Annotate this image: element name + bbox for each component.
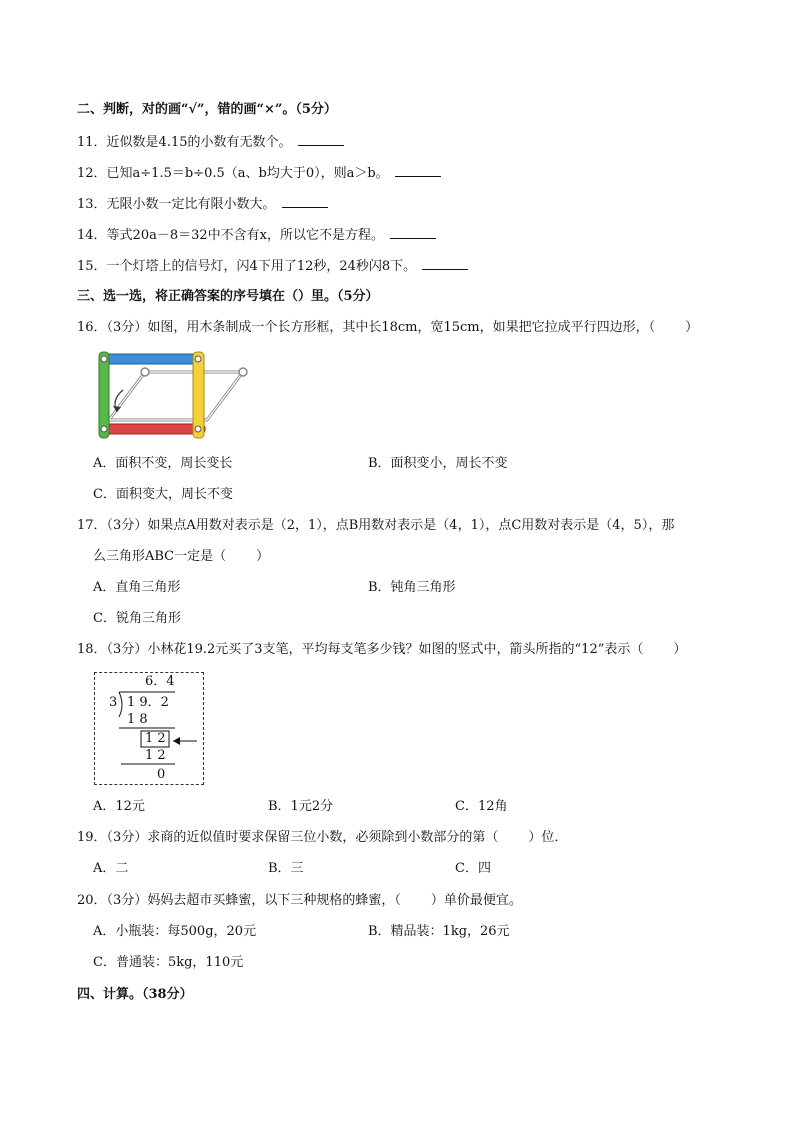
section-4-title: 四、计算。（38分） bbox=[77, 987, 193, 1002]
question-18-text: 18．（3分）小林花19.2元买了3支笔，平均每支笔多少钱？如图的竖式中，箭头所指的“12”表示（ bbox=[77, 642, 644, 657]
question-11 bbox=[77, 133, 344, 152]
question-17-stem-line2 bbox=[93, 548, 269, 566]
question-14-text: 14．等式20a－8＝32中不含有x，所以它不是方程。 bbox=[77, 228, 384, 243]
q16-option-a[interactable]: A．面积不变，周长变长 bbox=[93, 456, 233, 471]
division-step1: 1 8 bbox=[127, 712, 148, 727]
question-17-stem-line1: 17．（3分）如果点A用数对表示是（2，1），点B用数对表示是（4，1），点C用数对表示是（4，5），那 bbox=[77, 518, 675, 533]
question-11-text: 11．近似数是4.15的小数有无数个。 bbox=[77, 135, 292, 150]
q16-option-b[interactable]: B．面积变小，周长不变 bbox=[368, 456, 508, 471]
question-14 bbox=[77, 226, 436, 245]
q17-option-a[interactable]: A．直角三角形 bbox=[93, 580, 181, 595]
q17-option-b[interactable]: B．钝角三角形 bbox=[368, 580, 456, 595]
question-18-close: ） bbox=[673, 642, 687, 657]
rectangle-frame-figure bbox=[93, 350, 253, 442]
division-quotient: 6．4 bbox=[145, 674, 175, 689]
answer-blank-12[interactable] bbox=[395, 164, 441, 177]
division-step3: 1 2 bbox=[145, 748, 166, 763]
q19-option-a[interactable]: A．二 bbox=[93, 861, 129, 876]
q16-option-c[interactable]: C．面积变大，周长不变 bbox=[93, 487, 233, 502]
q20-option-c[interactable]: C．普通装：5kg，110元 bbox=[93, 955, 244, 970]
question-20-stem bbox=[77, 892, 522, 910]
q18-option-b[interactable]: B．1元2分 bbox=[268, 799, 334, 814]
question-16-stem bbox=[77, 319, 698, 337]
q18-option-a[interactable]: A．12元 bbox=[93, 799, 145, 814]
question-19-close: ）位． bbox=[528, 830, 568, 845]
answer-blank-13[interactable] bbox=[282, 195, 328, 208]
question-16-text: 16．（3分）如图，用木条制成一个长方形框，其中长18cm，宽15cm，如果把它拉成平行四边形，（ bbox=[77, 320, 656, 335]
question-12-text: 12．已知a÷1.5＝b÷0.5（a、b均大于0），则a＞b。 bbox=[77, 166, 389, 181]
question-13 bbox=[77, 195, 328, 214]
division-remainder: 0 bbox=[157, 767, 166, 782]
q19-option-c[interactable]: C．四 bbox=[455, 861, 491, 876]
q20-option-a[interactable]: A．小瓶装：每500g，20元 bbox=[93, 924, 257, 939]
long-division-figure bbox=[94, 672, 204, 785]
q17-option-c[interactable]: C．锐角三角形 bbox=[93, 611, 181, 626]
question-16-close: ） bbox=[685, 320, 699, 335]
division-step2-boxed: 1 2 bbox=[145, 731, 166, 746]
division-divisor: 3 bbox=[109, 695, 118, 710]
question-20-text: 20．（3分）妈妈去超市买蜂蜜，以下三种规格的蜂蜜，（ bbox=[77, 893, 401, 908]
q20-option-b[interactable]: B．精品装：1kg，26元 bbox=[368, 924, 510, 939]
question-18-stem bbox=[77, 641, 686, 659]
answer-blank-15[interactable] bbox=[422, 257, 468, 270]
question-19-text: 19．（3分）求商的近似值时要求保留三位小数，必须除到小数部分的第（ bbox=[77, 830, 499, 845]
answer-blank-14[interactable] bbox=[390, 226, 436, 239]
question-19-stem bbox=[77, 829, 567, 847]
question-15-text: 15．一个灯塔上的信号灯，闪4下用了12秒，24秒闪8下。 bbox=[77, 259, 417, 274]
division-dividend: 1 9．2 bbox=[127, 695, 169, 710]
question-13-text: 13．无限小数一定比有限小数大。 bbox=[77, 197, 276, 212]
question-17-text: 么三角形ABC一定是（ bbox=[93, 549, 227, 564]
question-12 bbox=[77, 164, 441, 183]
section-2-title: 二、判断，对的画“√”，错的画“×”。（5分） bbox=[77, 102, 337, 117]
answer-blank-11[interactable] bbox=[298, 133, 344, 146]
question-15 bbox=[77, 257, 468, 276]
section-3-title: 三、选一选，将正确答案的序号填在（）里。（5分） bbox=[77, 289, 379, 304]
question-17-close: ） bbox=[256, 549, 270, 564]
q19-option-b[interactable]: B．三 bbox=[268, 861, 304, 876]
question-20-close: ）单价最便宜。 bbox=[430, 893, 522, 908]
q18-option-c[interactable]: C．12角 bbox=[455, 799, 508, 814]
